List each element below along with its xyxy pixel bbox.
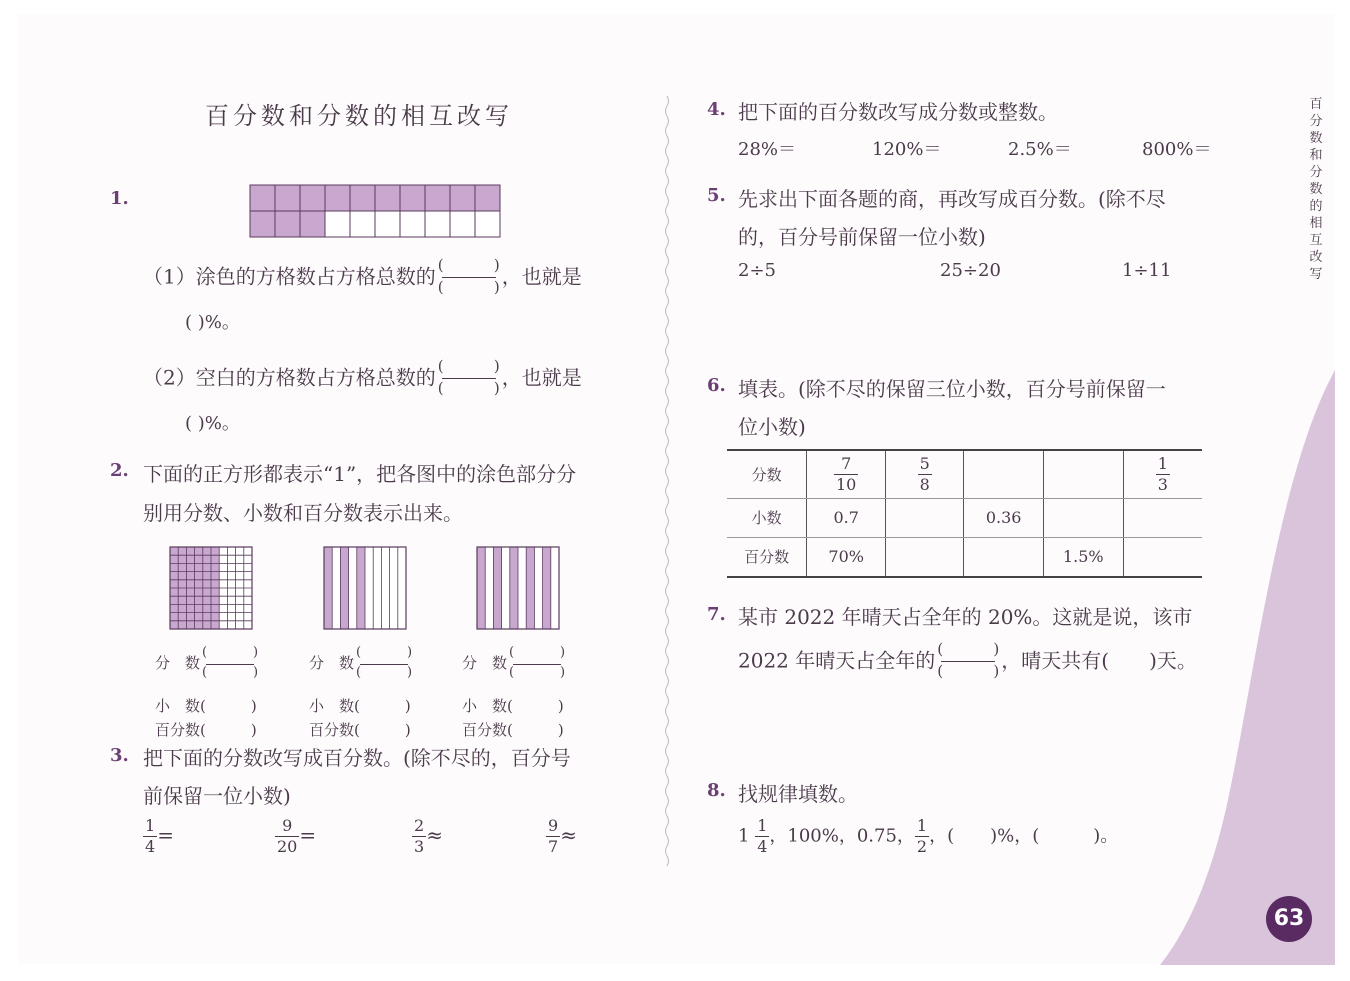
blank-open: ( <box>437 379 444 397</box>
numerator: 2 <box>414 816 425 835</box>
fraction-bar <box>360 664 408 665</box>
shaded-column <box>477 547 485 629</box>
q4-item-1[interactable]: 28%＝ <box>738 139 797 160</box>
blank-close: ) <box>493 379 500 397</box>
blank-open: ( <box>509 665 515 680</box>
q2-line2: 别用分数、小数和百分数表示出来。 <box>143 501 463 525</box>
numerator: 1 <box>1157 453 1168 473</box>
q3-line1: 把下面的分数改写成百分数。(除不尽的，百分号 <box>143 746 571 770</box>
fraction-label: 分 数 <box>462 654 508 672</box>
denominator: 3 <box>1157 474 1168 494</box>
q6-cell[interactable] <box>885 450 963 498</box>
numerator: 1 <box>916 816 928 835</box>
grid-cell-blank <box>325 211 350 237</box>
grid-cell-shaded <box>275 185 300 211</box>
q3-item-3[interactable] <box>412 818 443 855</box>
blank-close: ) <box>559 645 566 660</box>
grid-cell-shaded <box>300 185 325 211</box>
numerator: 7 <box>841 453 852 473</box>
q1-part2-percent-blank[interactable]: ( )%。 <box>185 413 240 434</box>
page-title: 百分数和分数的相互改写 <box>205 102 513 130</box>
q6-row-label: 小数 <box>727 498 807 537</box>
grid-cell-blank <box>350 211 375 237</box>
q2-fraction-blank-2[interactable] <box>354 645 414 683</box>
blank-close: ) <box>493 278 500 296</box>
q6-row-fraction <box>727 450 1202 498</box>
grid-cell-shaded <box>325 185 350 211</box>
q7-fraction-blank[interactable] <box>935 640 1001 684</box>
side-title: 百 分 数 和 分 数 的 相 互 改 写 <box>1309 97 1323 282</box>
shaded-column <box>526 547 534 629</box>
q8-line1: 找规律填数。 <box>738 782 858 806</box>
grid-cell-shaded <box>425 185 450 211</box>
blank-close: ) <box>252 665 259 680</box>
shaded-column <box>543 547 551 629</box>
blank-open: ( <box>509 645 515 660</box>
operator: = <box>299 823 317 847</box>
fraction <box>834 453 858 494</box>
q2-number: 2. <box>110 460 129 481</box>
fraction <box>546 818 560 855</box>
blank-open: ( <box>356 665 362 680</box>
blank-close: ) <box>406 665 413 680</box>
grid-cell-shaded <box>475 185 500 211</box>
grid-cell-shaded <box>375 185 400 211</box>
q1-part2-text: （2）空白的方格数占方格总数的 <box>143 365 436 390</box>
grid-cell-shaded <box>400 185 425 211</box>
q2-decimal-blank-2[interactable]: 小 数( ) <box>309 697 411 715</box>
numerator: 9 <box>548 816 559 835</box>
blank-close: ) <box>559 665 566 680</box>
fraction-label: 分 数 <box>155 654 201 672</box>
q2-square-1 <box>169 546 253 630</box>
q1-part1-percent-blank[interactable]: ( )%。 <box>185 312 240 333</box>
grid-cell-shaded <box>300 211 325 237</box>
q4-item-4[interactable]: 800%＝ <box>1142 139 1212 160</box>
q6-row-label: 分数 <box>727 450 807 498</box>
fraction-bar <box>206 664 254 665</box>
fraction-bar <box>941 661 995 662</box>
q8-number: 8. <box>707 780 726 801</box>
q5-item-2[interactable]: 25÷20 <box>940 260 1001 281</box>
numerator: 9 <box>282 816 293 835</box>
q6-row-label: 百分数 <box>727 537 807 577</box>
q3-item-4[interactable] <box>546 818 577 855</box>
denominator: 7 <box>548 837 559 856</box>
q6-cell[interactable] <box>964 450 1044 498</box>
q5-item-1[interactable]: 2÷5 <box>738 260 776 281</box>
q7-number: 7. <box>707 604 726 625</box>
fraction-bar <box>513 664 561 665</box>
q6-number: 6. <box>707 375 726 396</box>
q1-grid <box>249 184 503 238</box>
blank-close: ) <box>993 640 1000 658</box>
q2-square-2 <box>323 546 407 630</box>
denominator: 4 <box>757 837 768 856</box>
shaded-column <box>324 547 332 629</box>
q1-part1-fraction-blank[interactable] <box>436 256 502 300</box>
q5-line2: 的，百分号前保留一位小数) <box>738 225 986 249</box>
q8-tail: ，( )%，( )。 <box>929 825 1119 847</box>
q5-line1: 先求出下面各题的商，再改写成百分数。(除不尽 <box>738 187 1166 211</box>
q6-cell[interactable] <box>1043 498 1123 537</box>
q7-line2-tail[interactable]: ，晴天共有( )天。 <box>1001 648 1197 673</box>
operator: ≈ <box>560 823 577 847</box>
q7-line1: 某市 2022 年晴天占全年的 20%。这就是说，该市 <box>738 605 1193 629</box>
grid-cell-blank <box>400 211 425 237</box>
q2-line1: 下面的正方形都表示“1”，把各图中的涂色部分分 <box>143 462 577 486</box>
blank-open: ( <box>202 665 208 680</box>
blank-open: ( <box>437 278 444 296</box>
q2-decimal-blank-1[interactable]: 小 数( ) <box>155 697 257 715</box>
q3-number: 3. <box>110 745 129 766</box>
denominator: 4 <box>145 837 156 856</box>
q4-number: 4. <box>707 99 726 120</box>
grid-cell-blank <box>450 211 475 237</box>
q7-line2-text: 2022 年晴天占全年的 <box>738 648 936 673</box>
q3-item-2[interactable] <box>275 818 316 855</box>
grid-cell-blank <box>475 211 500 237</box>
q2-fraction-row-2 <box>309 645 414 683</box>
blank-close: ) <box>993 662 1000 680</box>
numerator: 5 <box>919 453 930 473</box>
grid-cell-shaded <box>275 211 300 237</box>
q4-line1: 把下面的百分数改写成分数或整数。 <box>738 100 1058 124</box>
column-divider <box>664 96 670 866</box>
q6-row-decimal <box>727 498 1202 537</box>
fraction <box>275 818 299 855</box>
fraction <box>918 453 932 494</box>
q7-line2 <box>738 640 1197 684</box>
q1-part1-tail: ，也就是 <box>501 264 582 289</box>
numerator: 1 <box>145 816 156 835</box>
blank-open: ( <box>937 662 944 680</box>
blank-close: ) <box>493 256 500 274</box>
q6-cell[interactable]: 0.7 <box>807 498 886 537</box>
q6-line2: 位小数) <box>738 415 806 439</box>
denominator: 20 <box>277 837 298 856</box>
q6-cell[interactable] <box>964 537 1044 577</box>
grid-cell-shaded <box>250 211 275 237</box>
q6-cell[interactable] <box>1123 537 1202 577</box>
q2-square-3 <box>476 546 560 630</box>
denominator: 2 <box>916 837 928 856</box>
grid-cell-blank <box>375 211 400 237</box>
q2-decimal-blank-3[interactable]: 小 数( ) <box>462 697 564 715</box>
q6-cell[interactable] <box>807 450 886 498</box>
q2-fraction-blank-1[interactable] <box>200 645 260 683</box>
blank-close: ) <box>252 645 259 660</box>
q2-percent-blank-1[interactable]: 百分数( ) <box>155 721 257 739</box>
q8-lead: 1 <box>738 825 750 847</box>
blank-open: ( <box>937 640 944 658</box>
q1-number: 1. <box>110 188 129 209</box>
denominator: 3 <box>414 837 425 856</box>
operator: = <box>157 823 174 847</box>
q5-number: 5. <box>707 185 726 206</box>
q1-part2 <box>143 357 582 401</box>
q6-table <box>727 449 1202 578</box>
shaded-column <box>357 547 365 629</box>
q2-percent-blank-2[interactable]: 百分数( ) <box>309 721 411 739</box>
q6-cell[interactable] <box>885 537 963 577</box>
q6-cell[interactable]: 0.36 <box>964 498 1044 537</box>
grid-cell-shaded <box>450 185 475 211</box>
q2-percent-blank-3[interactable]: 百分数( ) <box>462 721 564 739</box>
q6-cell[interactable] <box>1123 450 1202 498</box>
q4-item-2[interactable]: 120%＝ <box>872 139 942 160</box>
numerator: 1 <box>757 816 768 835</box>
shaded-column <box>340 547 348 629</box>
q6-line1: 填表。(除不尽的保留三位小数，百分号前保留一 <box>738 377 1166 401</box>
q6-cell[interactable]: 70% <box>807 537 886 577</box>
fraction <box>143 818 157 855</box>
fraction <box>755 818 769 855</box>
fraction-bar <box>442 378 496 379</box>
q2-fraction-row-3 <box>462 645 567 683</box>
q2-fraction-blank-3[interactable] <box>507 645 567 683</box>
grid-cell-blank <box>425 211 450 237</box>
q1-part2-fraction-blank[interactable] <box>436 357 502 401</box>
q8-mid: ，100%，0.75， <box>769 825 915 847</box>
q6-cell[interactable] <box>1123 498 1202 537</box>
fraction-bar <box>442 277 496 278</box>
grid-cell-shaded <box>250 185 275 211</box>
blank-open: ( <box>356 645 362 660</box>
q8-sequence[interactable] <box>738 818 1118 855</box>
q4-item-3[interactable]: 2.5%＝ <box>1008 139 1072 160</box>
shaded-column <box>493 547 501 629</box>
q2-fraction-row-1 <box>155 645 260 683</box>
blank-open: ( <box>437 357 444 375</box>
fraction-label: 分 数 <box>309 654 355 672</box>
operator: ≈ <box>426 823 443 847</box>
blank-open: ( <box>437 256 444 274</box>
q3-item-1[interactable] <box>143 818 174 855</box>
q6-row-percent <box>727 537 1202 577</box>
q6-cell[interactable]: 1.5% <box>1043 537 1123 577</box>
q1-part2-tail: ，也就是 <box>501 365 582 390</box>
blank-open: ( <box>202 645 208 660</box>
q6-cell[interactable] <box>885 498 963 537</box>
q1-part1-text: （1）涂色的方格数占方格总数的 <box>143 264 436 289</box>
grid-cell-shaded <box>350 185 375 211</box>
blank-close: ) <box>406 645 413 660</box>
fraction <box>915 818 929 855</box>
shaded-column <box>510 547 518 629</box>
page-number-badge: 63 <box>1266 896 1312 942</box>
q3-line2: 前保留一位小数) <box>143 784 291 808</box>
q1-part1 <box>143 256 582 300</box>
q5-item-3[interactable]: 1÷11 <box>1122 260 1172 281</box>
fraction <box>1156 453 1170 494</box>
blank-close: ) <box>493 357 500 375</box>
q6-cell[interactable] <box>1043 450 1123 498</box>
denominator: 10 <box>835 474 857 494</box>
denominator: 8 <box>919 474 930 494</box>
fraction <box>412 818 426 855</box>
